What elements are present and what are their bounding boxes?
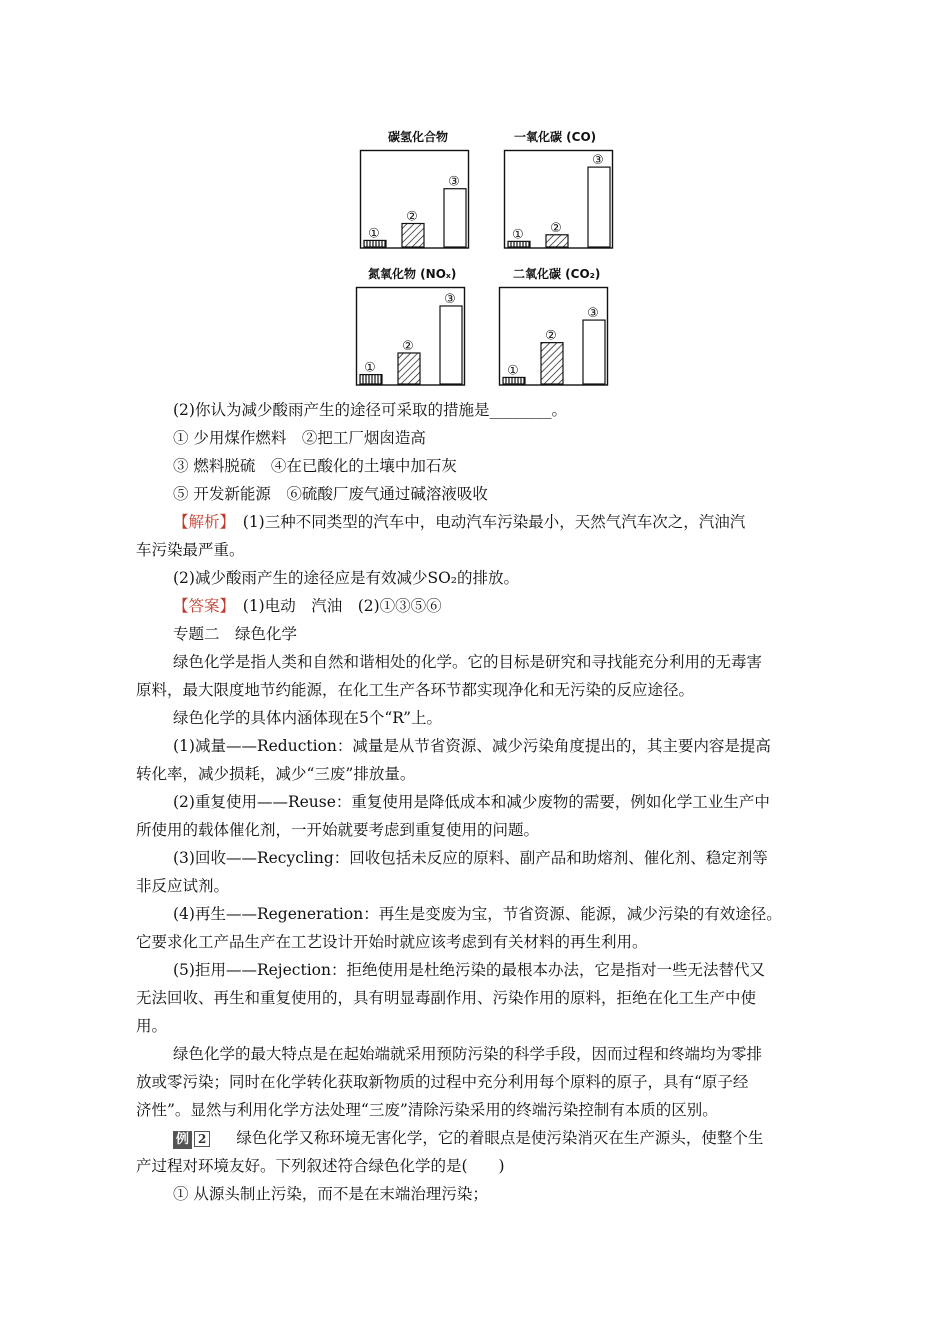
chart-title: 一氧化碳 (CO) — [514, 130, 597, 144]
para-1-line-2: 原料，最大限度地节约能源，在化工生产各环节都实现净化和无污染的反应途径。 — [136, 681, 695, 699]
para-3-line-1: 绿色化学的最大特点是在起始端就采用预防污染的科学手段，因而过程和终端均为零排 — [173, 1045, 763, 1063]
r1-line-1: (1)减量——Reduction：减量是从节省资源、减少污染角度提出的，其主要内容是提高 — [173, 737, 771, 755]
para-1-line-1: 绿色化学是指人类和自然和谐相处的化学。它的目标是研究和寻找能充分利用的无毒害 — [173, 653, 763, 671]
example-text: 绿色化学又称环境无害化学，它的着眼点是使污染消灭在生产源头，使整个生 — [236, 1129, 764, 1147]
bar-label-3: ③ — [587, 306, 599, 322]
para-2: 绿色化学的具体内涵体现在5个“R”上。 — [173, 709, 443, 727]
bar-label-3: ③ — [448, 174, 460, 190]
analysis-line-3: (2)减少酸雨产生的途径应是有效减少SO₂的排放。 — [173, 569, 519, 587]
analysis-tag: 【解析】 — [173, 513, 228, 531]
bar-label-1: ① — [507, 363, 519, 379]
analysis-line-2: 车污染最严重。 — [136, 541, 245, 559]
bar-1 — [360, 375, 382, 384]
example-option-1: ① 从源头制止污染，而不是在末端治理污染； — [173, 1185, 488, 1203]
bar-label-2: ② — [545, 328, 557, 344]
para-3-line-2: 放或零污染；同时在化学转化获取新物质的过程中充分利用每个原料的原子，具有“原子经 — [136, 1073, 749, 1091]
bar-label-3: ③ — [444, 291, 456, 307]
analysis-text: (1)三种不同类型的汽车中，电动汽车污染最小，天然气汽车次之，汽油汽 — [227, 513, 746, 531]
bar-label-1: ① — [368, 226, 380, 242]
chart-title: 碳氢化合物 — [388, 130, 449, 144]
bar-2 — [402, 224, 424, 248]
option-line-3: ⑤ 开发新能源 ⑥硫酸厂废气通过碱溶液吸收 — [173, 485, 488, 503]
option-line-1: ① 少用煤作燃料 ②把工厂烟囱造高 — [173, 429, 426, 447]
option-line-2: ③ 燃料脱硫 ④在已酸化的土壤中加石灰 — [173, 457, 457, 475]
example-line-1 — [173, 1128, 763, 1149]
bar-3 — [440, 306, 462, 384]
answer-tag: 【答案】 — [173, 597, 228, 615]
r4-line-2: 它要求化工产品生产在工艺设计开始时就应该考虑到有关材料的再生利用。 — [136, 933, 648, 951]
topic-heading: 专题二 绿色化学 — [173, 625, 298, 643]
example-badge: 例 — [173, 1131, 192, 1149]
bar-label-1: ① — [512, 227, 524, 243]
bar-label-1: ① — [364, 360, 376, 376]
example-number: 2 — [194, 1131, 210, 1147]
r4-line-1: (4)再生——Regeneration：再生是变废为宝，节省资源、能源，减少污染的有效途径。 — [173, 905, 782, 923]
r2-line-2: 所使用的载体催化剂，一开始就要考虑到重复使用的问题。 — [136, 821, 540, 839]
bar-label-2: ② — [406, 209, 418, 225]
bar-2 — [546, 235, 568, 247]
question-2: (2)你认为减少酸雨产生的途径可采取的措施是________。 — [173, 401, 567, 419]
r3-line-1: (3)回收——Recycling：回收包括未反应的原料、副产品和助熔剂、催化剂、稳定剂等 — [173, 849, 768, 867]
bar-3 — [588, 167, 610, 247]
answer-line — [173, 596, 442, 616]
bar-3 — [583, 320, 605, 384]
chart-plot — [356, 287, 466, 387]
bar-2 — [398, 353, 420, 384]
r2-line-1: (2)重复使用——Reuse：重复使用是降低成本和减少废物的需要，例如化学工业生产中 — [173, 793, 770, 811]
chart-plot — [504, 150, 614, 250]
bar-label-3: ③ — [592, 153, 604, 169]
example-line-2: 产过程对环境友好。下列叙述符合绿色化学的是( ) — [136, 1157, 505, 1175]
bar-3 — [444, 189, 466, 247]
r5-line-1: (5)拒用——Rejection：拒绝使用是杜绝污染的最根本办法，它是指对一些无法替代又 — [173, 961, 765, 979]
r5-line-2: 无法回收、再生和重复使用的，具有明显毒副作用、污染作用的原料，拒绝在化工生产中使 — [136, 989, 757, 1007]
chart-title: 氮氧化物 (NOₓ) — [368, 267, 457, 281]
chart-plot — [499, 287, 609, 387]
bar-2 — [541, 343, 563, 384]
answer-text: (1)电动 汽油 (2)①③⑤⑥ — [227, 597, 442, 615]
bar-label-2: ② — [550, 220, 562, 236]
analysis-line-1 — [173, 512, 745, 532]
r1-line-2: 转化率，减少损耗，减少“三废”排放量。 — [136, 765, 416, 783]
bar-label-2: ② — [402, 338, 414, 354]
para-3-line-3: 济性”。显然与利用化学方法处理“三废”清除污染采用的终端污染控制有本质的区别。 — [136, 1101, 718, 1119]
chart-plot — [360, 150, 470, 250]
r3-line-2: 非反应试剂。 — [136, 877, 230, 895]
r5-line-3: 用。 — [136, 1017, 168, 1035]
chart-title: 二氧化碳 (CO₂) — [513, 267, 601, 281]
